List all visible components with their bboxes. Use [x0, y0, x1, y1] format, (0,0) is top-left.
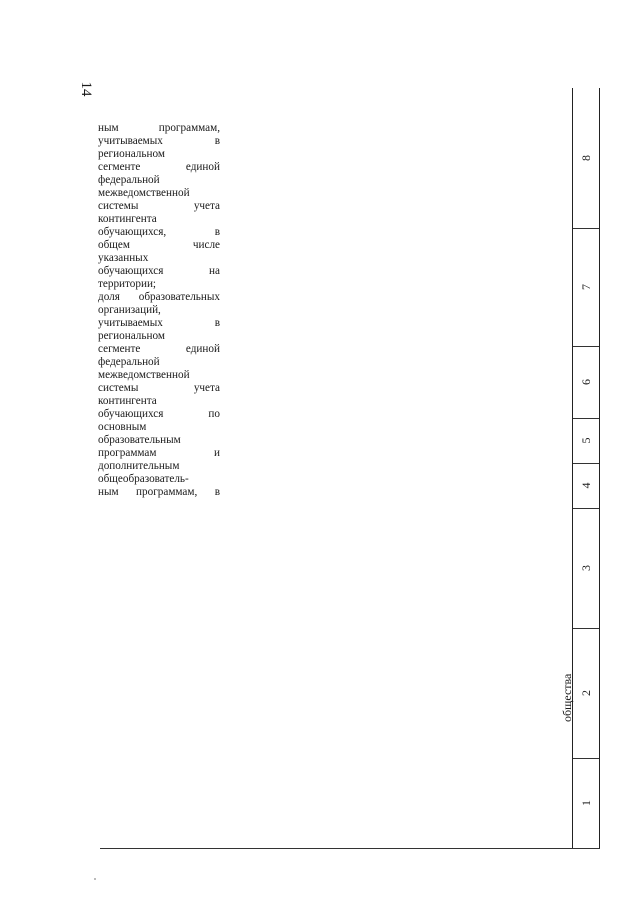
column-8-text-line: региональном: [98, 148, 165, 160]
column-number-header-row: [572, 88, 600, 848]
word: программам,: [158, 122, 220, 134]
column-8-text-line: контингента: [98, 213, 157, 225]
word: образовательных: [138, 291, 220, 303]
column-8-text-line: [98, 486, 220, 498]
column-8-text-line: общеобразователь-: [98, 473, 189, 485]
column-8-text-line: межведомственной: [98, 187, 190, 199]
word: на: [209, 265, 220, 277]
word: единой: [185, 161, 220, 173]
word: сегменте: [98, 161, 141, 173]
column-separator: [573, 628, 599, 629]
word: в: [214, 317, 220, 329]
column-8-text-line: федеральной: [98, 356, 160, 368]
rotated-table: [100, 88, 600, 848]
column-number-8: 8: [579, 155, 593, 161]
word: системы: [98, 200, 139, 212]
word: числе: [192, 239, 220, 251]
word: в: [214, 486, 220, 498]
column-8-text-line: указанных: [98, 252, 149, 264]
scan-artifact: [94, 878, 96, 880]
word: обучающихся,: [98, 226, 167, 238]
column-8-text-line: [98, 382, 220, 394]
column-8-text-line: федеральной: [98, 174, 160, 186]
column-separator: [573, 228, 599, 229]
column-separator: [573, 508, 599, 509]
column-8-text-line: [98, 239, 220, 251]
column-number-3: 3: [579, 565, 593, 571]
column-number-4: 4: [579, 482, 593, 489]
column-8-text-line: контингента: [98, 395, 157, 407]
word: системы: [98, 382, 139, 394]
column-8-text-line: [98, 265, 220, 277]
page-number: 14: [78, 81, 94, 97]
column-8-text-line: организаций,: [98, 304, 161, 316]
table-edge-line: [100, 848, 600, 849]
column-8-text-line: региональном: [98, 330, 165, 342]
word: программам,: [136, 486, 198, 498]
word: учета: [193, 382, 220, 394]
word: в: [214, 226, 220, 238]
column-8-text-line: межведомственной: [98, 369, 190, 381]
column-number-7: 7: [579, 284, 593, 290]
word: доля: [98, 291, 120, 303]
word: общем: [98, 239, 130, 251]
column-separator: [573, 418, 599, 419]
word: по: [208, 408, 220, 420]
column-8-text-line: [98, 343, 220, 355]
word: ным: [98, 486, 119, 498]
column-number-2: 2: [579, 690, 593, 696]
word: учитываемых: [98, 317, 163, 329]
word: обучающихся: [98, 265, 164, 277]
column-separator: [573, 463, 599, 464]
word: программам: [98, 447, 157, 459]
word: сегменте: [98, 343, 141, 355]
column-8-text-line: [98, 317, 220, 329]
column-8-text-line: [98, 447, 220, 459]
column-8-text-line: [98, 200, 220, 212]
word: в: [214, 135, 220, 147]
word: единой: [185, 343, 220, 355]
word: учета: [193, 200, 220, 212]
column-8-text-line: [98, 135, 220, 147]
column-separator: [573, 346, 599, 347]
word: обучающихся: [98, 408, 164, 420]
column-8-text-line: [98, 161, 220, 173]
word: и: [214, 447, 220, 459]
column-8-text-line: [98, 408, 220, 420]
word: ным: [98, 122, 119, 134]
column-8-text-line: территории;: [98, 278, 157, 290]
column-8-text-line: [98, 291, 220, 303]
column-8-text-line: [98, 226, 220, 238]
word: учитываемых: [98, 135, 163, 147]
column-number-1: 1: [579, 800, 593, 806]
column-number-5: 5: [579, 437, 593, 444]
column-8-text-line: дополнительным: [98, 460, 180, 472]
column-8-text-line: образовательным: [98, 434, 181, 446]
column-number-6: 6: [579, 379, 593, 385]
column-7-cell-text: общества: [560, 673, 574, 722]
column-8-text-line: [98, 122, 220, 134]
column-separator: [573, 758, 599, 759]
column-8-text-line: основным: [98, 421, 147, 433]
